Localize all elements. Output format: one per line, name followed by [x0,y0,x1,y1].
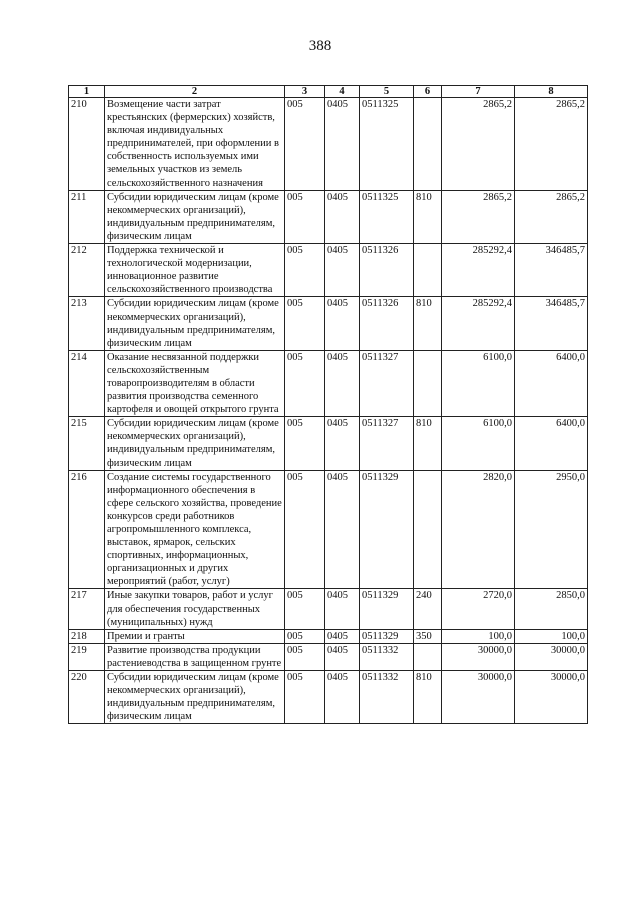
column-8-amount: 2865,2 [515,98,588,191]
row-name: Субсидии юридическим лицам (кроме некоммерческих организаций), индивидуальным предпринимателям, физическим лицам [105,190,285,243]
column-5-value: 0511326 [360,244,414,297]
column-6-value [414,350,442,416]
column-8-amount: 2865,2 [515,190,588,243]
row-name: Поддержка технической и технологической модернизации, инновационное развитие сельскохозяйственного производства [105,244,285,297]
column-4-value: 0405 [325,190,360,243]
column-3-value: 005 [285,629,325,643]
column-6-value: 810 [414,671,442,724]
budget-table [68,85,588,724]
column-4-value: 0405 [325,629,360,643]
column-7-amount: 2820,0 [442,470,515,589]
row-name: Премии и гранты [105,629,285,643]
row-number: 211 [69,190,105,243]
column-7-amount: 285292,4 [442,244,515,297]
column-5-value: 0511325 [360,98,414,191]
column-7-amount: 6100,0 [442,417,515,470]
column-7-amount: 6100,0 [442,350,515,416]
column-6-value: 810 [414,190,442,243]
column-8-amount: 6400,0 [515,417,588,470]
column-5-value: 0511326 [360,297,414,350]
column-7-amount: 2720,0 [442,589,515,629]
table-row [69,589,588,629]
column-7-amount: 2865,2 [442,98,515,191]
row-number: 214 [69,350,105,416]
column-5-value: 0511332 [360,643,414,670]
column-3-value: 005 [285,98,325,191]
table-row [69,671,588,724]
table-row [69,350,588,416]
table-row [69,629,588,643]
column-3-value: 005 [285,589,325,629]
column-6-value [414,470,442,589]
column-3-value: 005 [285,643,325,670]
row-name: Субсидии юридическим лицам (кроме некоммерческих организаций), индивидуальным предпринимателям, физическим лицам [105,671,285,724]
column-6-value: 810 [414,417,442,470]
table-row [69,470,588,589]
column-3-value: 005 [285,417,325,470]
table-row [69,98,588,191]
column-header: 4 [325,86,360,98]
column-5-value: 0511329 [360,629,414,643]
row-number: 220 [69,671,105,724]
row-name: Иные закупки товаров, работ и услуг для обеспечения государственных (муниципальных) нужд [105,589,285,629]
table-row [69,417,588,470]
column-3-value: 005 [285,350,325,416]
column-7-amount: 30000,0 [442,671,515,724]
column-3-value: 005 [285,671,325,724]
column-8-amount: 346485,7 [515,297,588,350]
page-number: 388 [308,38,332,54]
row-number: 218 [69,629,105,643]
column-8-amount: 6400,0 [515,350,588,416]
column-8-amount: 100,0 [515,629,588,643]
row-number: 217 [69,589,105,629]
row-number: 212 [69,244,105,297]
row-name: Субсидии юридическим лицам (кроме некоммерческих организаций), индивидуальным предпринимателям, физическим лицам [105,297,285,350]
column-8-amount: 2850,0 [515,589,588,629]
column-3-value: 005 [285,297,325,350]
column-3-value: 005 [285,190,325,243]
table-row [69,190,588,243]
column-5-value: 0511325 [360,190,414,243]
row-name: Субсидии юридическим лицам (кроме некоммерческих организаций), индивидуальным предпринимателям, физическим лицам [105,417,285,470]
column-6-value: 810 [414,297,442,350]
column-7-amount: 100,0 [442,629,515,643]
row-name: Развитие производства продукции растениеводства в защищенном грунте [105,643,285,670]
row-name: Оказание несвязанной поддержки сельскохозяйственным товаропроизводителям в области развития производства семенного картофеля и овощей открытого грунта [105,350,285,416]
column-header: 5 [360,86,414,98]
column-6-value: 240 [414,589,442,629]
column-5-value: 0511332 [360,671,414,724]
column-5-value: 0511327 [360,350,414,416]
column-4-value: 0405 [325,589,360,629]
column-3-value: 005 [285,470,325,589]
table-row [69,643,588,670]
column-header: 1 [69,86,105,98]
column-5-value: 0511329 [360,470,414,589]
column-4-value: 0405 [325,98,360,191]
column-8-amount: 30000,0 [515,643,588,670]
column-6-value [414,643,442,670]
column-7-amount: 2865,2 [442,190,515,243]
column-5-value: 0511327 [360,417,414,470]
row-number: 219 [69,643,105,670]
column-6-value [414,244,442,297]
table-row [69,297,588,350]
column-header: 8 [515,86,588,98]
row-name: Создание системы государственного информационного обеспечения в сфере сельского хозяйства, проведение конкурсов среди работников агропромышленного комплекса, выставок, ярмарок, сельских спортивных, информационных, организационных и других мероприятий (работ, услуг) [105,470,285,589]
column-4-value: 0405 [325,297,360,350]
column-7-amount: 30000,0 [442,643,515,670]
column-8-amount: 346485,7 [515,244,588,297]
column-7-amount: 285292,4 [442,297,515,350]
column-header: 3 [285,86,325,98]
column-4-value: 0405 [325,244,360,297]
column-4-value: 0405 [325,671,360,724]
column-header: 7 [442,86,515,98]
row-name: Возмещение части затрат крестьянских (фермерских) хозяйств, включая индивидуальных предпринимателей, при оформлении в собственность используемых ими земельных участков из земель сельскохозяйственного назначения [105,98,285,191]
column-3-value: 005 [285,244,325,297]
column-4-value: 0405 [325,643,360,670]
column-header: 2 [105,86,285,98]
table-header-row [69,86,588,98]
row-number: 210 [69,98,105,191]
column-5-value: 0511329 [360,589,414,629]
column-4-value: 0405 [325,350,360,416]
column-8-amount: 30000,0 [515,671,588,724]
table-row [69,244,588,297]
column-4-value: 0405 [325,417,360,470]
column-6-value [414,98,442,191]
column-4-value: 0405 [325,470,360,589]
row-number: 213 [69,297,105,350]
column-8-amount: 2950,0 [515,470,588,589]
column-header: 6 [414,86,442,98]
row-number: 216 [69,470,105,589]
row-number: 215 [69,417,105,470]
column-6-value: 350 [414,629,442,643]
